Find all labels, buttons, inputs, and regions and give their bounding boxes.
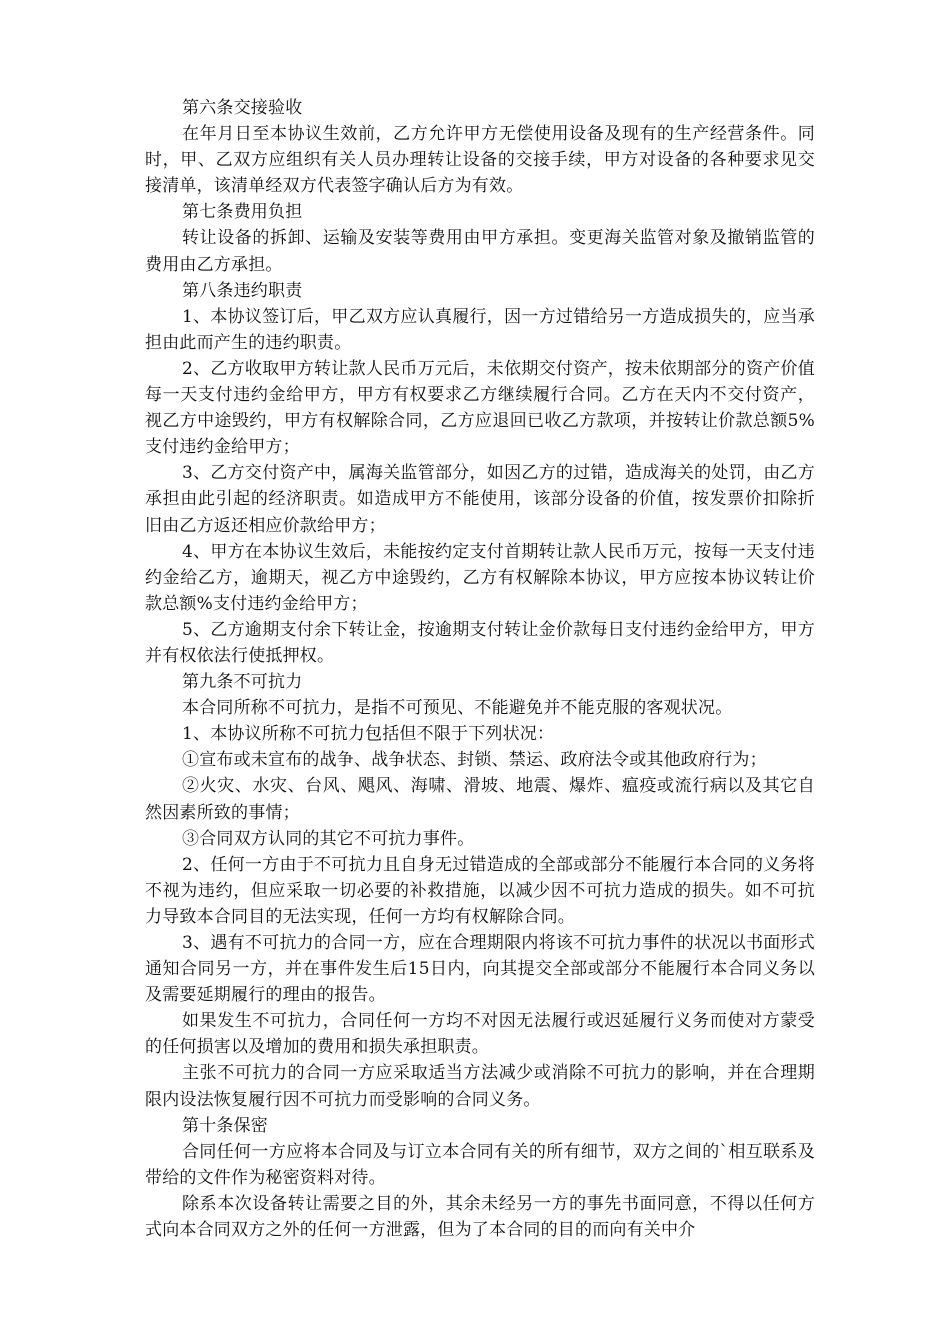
article-7-paragraph: 转让设备的拆卸、运输及安装等费用由甲方承担。变更海关监管对象及撤销监管的费用由乙方承担。 xyxy=(145,228,815,275)
article-6-heading: 第六条交接验收 xyxy=(182,98,303,118)
article-7-heading: 第七条费用负担 xyxy=(182,202,303,223)
article-9-item-3: ③合同双方认同的其它不可抗力事件。 xyxy=(182,828,475,849)
article-8-heading: 第八条违约职责 xyxy=(182,280,303,301)
article-8-clause-1: 1、本协议签订后，甲乙双方应认真履行，因一方过错给另一方造成损失的，应当承担由此而产生的违约职责。 xyxy=(145,306,815,353)
article-9-paragraph-mitigation: 主张不可抗力的合同一方应采取适当方法减少或消除不可抗力的影响，并在合理期限内设法恢复履行因不可抗力而受影响的合同义务。 xyxy=(145,1063,815,1110)
article-10-paragraph-2: 除系本次设备转让需要之目的外，其余未经另一方的事先书面同意，不得以任何方式向本合同双方之外的任何一方泄露，但为了本合同的目的而向有关中介 xyxy=(145,1193,815,1241)
article-8-clause-5: 5、乙方逾期支付余下转让金，按逾期支付转让金价款每日支付违约金给甲方，甲方并有权依法行使抵押权。 xyxy=(145,619,815,666)
article-6-paragraph: 在年月日至本协议生效前，乙方允许甲方无偿使用设备及现有的生产经营条件。同时，甲、乙双方应组织有关人员办理转让设备的交接手续，甲方对设备的各种要求见交接清单，该清单经双方代表签字确认后方为有效。 xyxy=(145,124,815,197)
article-9-definition: 本合同所称不可抗力，是指不可预见、不能避免并不能克服的客观状况。 xyxy=(182,698,733,719)
article-8-clause-4: 4、甲方在本协议生效后，未能按约定支付首期转让款人民币万元，按每一天支付违约金给乙方，逾期天，视乙方中途毁约，乙方有权解除本协议，甲方应按本协议转让价款总额%支付违约金给甲方； xyxy=(145,541,815,614)
article-9-clause-1: 1、本协议所称不可抗力包括但不限于下列状况： xyxy=(182,724,555,745)
article-10-heading: 第十条保密 xyxy=(182,1115,268,1136)
article-9-clause-3: 3、遇有不可抗力的合同一方，应在合理期限内将该不可抗力事件的状况以书面形式通知合同另一方，并在事件发生后15日内，向其提交全部或部分不能履行本合同义务以及需要延期履行的理由的报告。 xyxy=(145,933,815,1006)
article-9-heading: 第九条不可抗力 xyxy=(182,672,303,693)
document-body xyxy=(145,95,815,1243)
article-10-paragraph-1: 合同任何一方应将本合同及与订立本合同有关的所有细节，双方之间的`相互联系及带给的文件作为秘密资料对待。 xyxy=(145,1141,815,1188)
article-9-clause-2: 2、任何一方由于不可抗力且自身无过错造成的全部或部分不能履行本合同的义务将不视为违约，但应采取一切必要的补救措施，以减少因不可抗力造成的损失。如不可抗力导致本合同目的无法实现，任何一方均有权解除合同。 xyxy=(145,854,815,927)
article-8-clause-3: 3、乙方交付资产中，属海关监管部分，如因乙方的过错，造成海关的处罚，由乙方承担由此引起的经济职责。如造成甲方不能使用，该部分设备的价值，按发票价扣除折旧由乙方返还相应价款给甲方； xyxy=(145,463,815,536)
article-9-paragraph-liability: 如果发生不可抗力，合同任何一方均不对因无法履行或迟延履行义务而使对方蒙受的任何损害以及增加的费用和损失承担职责。 xyxy=(145,1011,815,1058)
article-9-item-2: ②火灾、水灾、台风、飓风、海啸、滑坡、地震、爆炸、瘟疫或流行病以及其它自然因素所致的事情； xyxy=(145,776,815,823)
article-8-clause-2: 2、乙方收取甲方转让款人民币万元后，未依期交付资产，按未依期部分的资产价值每一天支付违约金给甲方，甲方有权要求乙方继续履行合同。乙方在天内不交付资产，视乙方中途毁约，甲方有权解除合同，乙方应退回已收乙方款项，并按转让价款总额5%支付违约金给甲方； xyxy=(145,358,815,458)
article-9-item-1: ①宣布或未宣布的战争、战争状态、封锁、禁运、政府法令或其他政府行为； xyxy=(182,750,767,771)
